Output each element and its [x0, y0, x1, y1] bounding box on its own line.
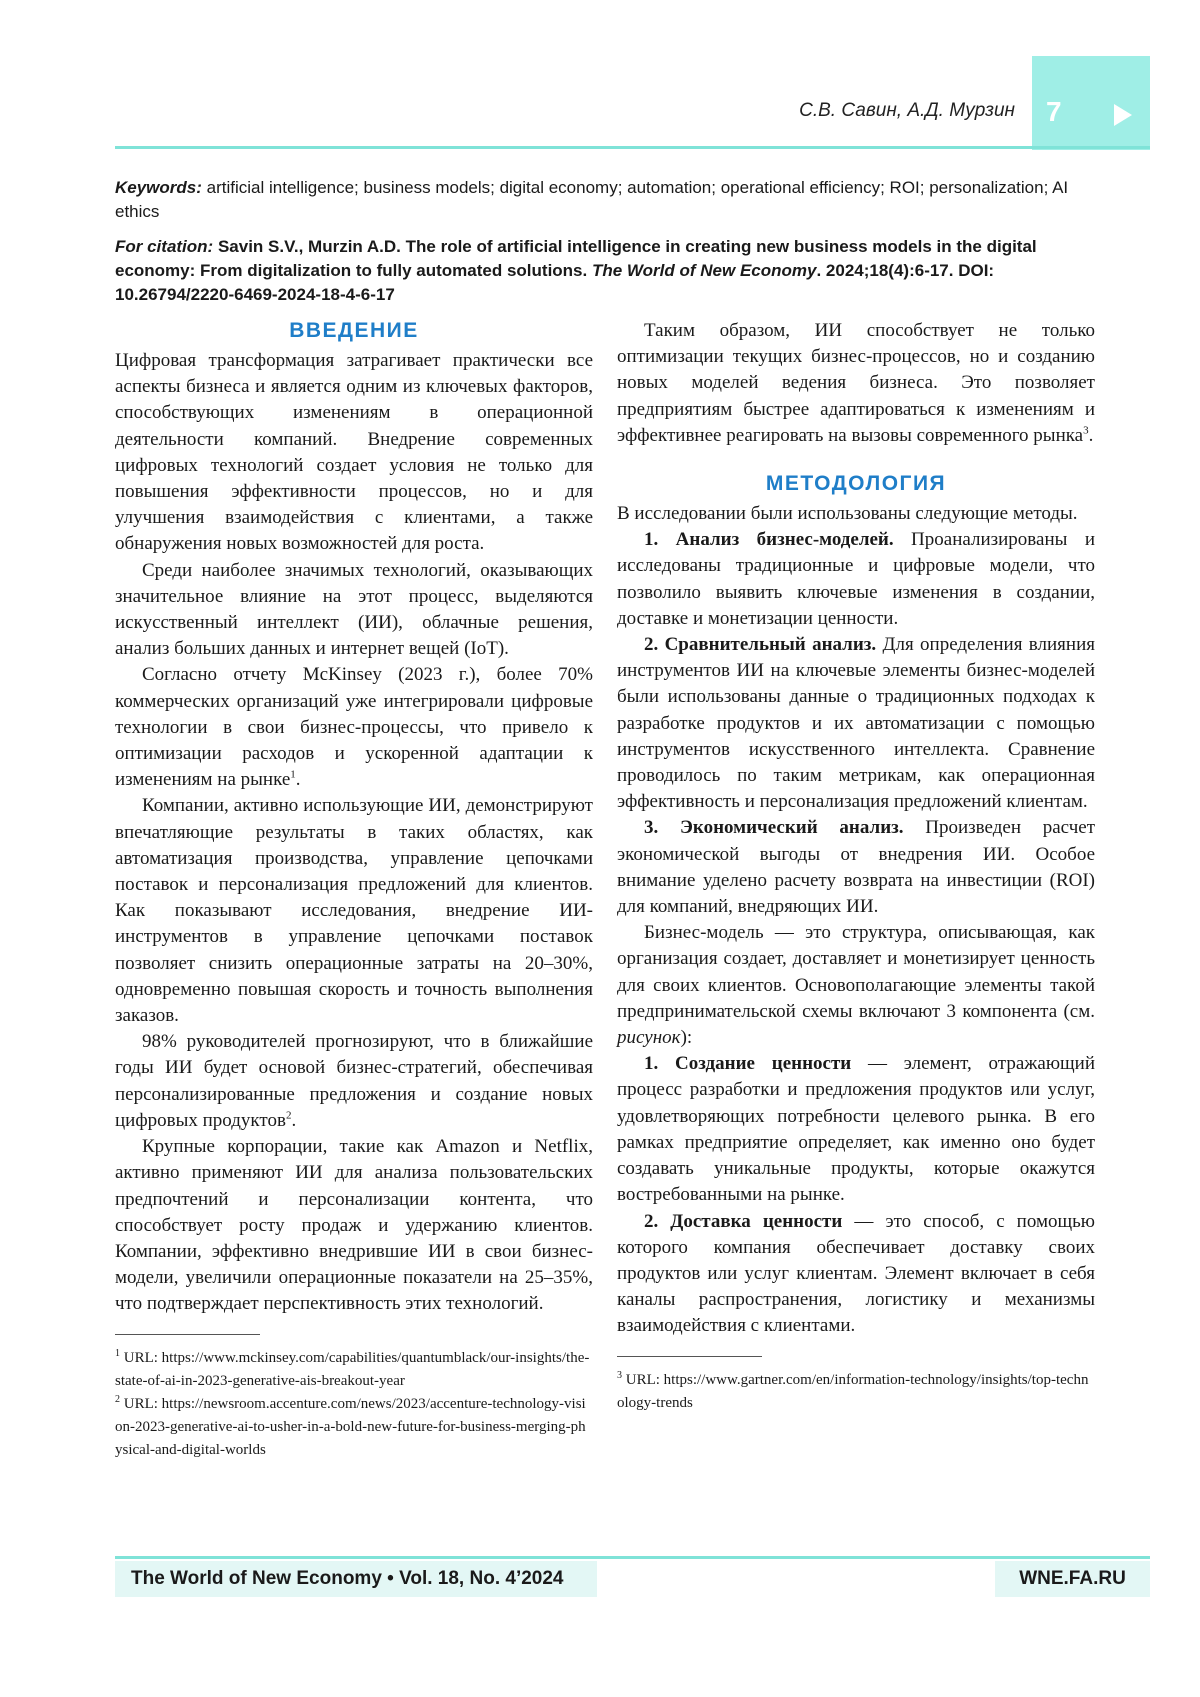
- method-2: 2. Сравнительный анализ. Для определения влияния инструментов ИИ на ключевые элементы бизнес-моделей были использованы данные о традиционных подходах к разработке продуктов и их автоматизации с помощью инструментов искусственного интеллекта. Сравнение проводилось по таким метрикам, как операционная эффективность и персонализация предложений клиентам.: [617, 634, 1095, 813]
- component-1: 1. Создание ценности — элемент, отражающий процесс разработки и предложения продуктов или услуг, удовлетворяющих потребности целевого рынка. В его рамках предприятие определяет, как именно оно будет создавать уникальные продукты, которые окажутся востребованными на рынке.: [617, 1053, 1095, 1206]
- footnote-3: $^3$ URL: https://www.gartner.com/en/information-technology/insights/top-technology-trends: [617, 1369, 1089, 1411]
- section-heading-methodology: МЕТОДОЛОГИЯ: [765, 472, 947, 496]
- footer-journal: The World of New Economy • Vol. 18, No. 4’2024: [115, 1561, 597, 1597]
- footnote-divider: [617, 1356, 762, 1357]
- paragraph: Таким образом, ИИ способствует не только оптимизации текущих бизнес-процессов, но и созданию новых моделей ведения бизнеса. Это позволяет предприятиям быстрее адаптироваться к изменениям и эффективнее реагировать на вызовы современного рынка$^3$.: [617, 320, 1095, 446]
- citation-text: Savin S.V., Murzin A.D. The role of artificial intelligence in creating new business models in the digital economy: From digitalization to fully automated solutions.: [115, 237, 1037, 280]
- play-arrow-icon: [1114, 104, 1132, 126]
- paragraph: Крупные корпорации, такие как Amazon и Netflix, активно применяют ИИ для анализа пользовательских предпочтений и персонализации контента, что способствует росту продаж и удержанию клиентов. Компании, эффективно внедрившие ИИ в свои бизнес-модели, увеличили операционные показатели на 25–35%, что подтверждает перспективность этих технологий.: [115, 1136, 593, 1315]
- right-column: [617, 318, 1095, 1415]
- paragraph: 98% руководителей прогнозируют, что в ближайшие годы ИИ будет основой бизнес-стратегий, обеспечивая персонализированные предложения и создание новых цифровых продуктов$^2$.: [115, 1031, 593, 1131]
- running-header-authors: С.В. Савин, А.Д. Мурзин: [799, 100, 1015, 121]
- paragraph: В исследовании были использованы следующие методы.: [617, 503, 1078, 525]
- method-1: 1. Анализ бизнес-моделей. Проанализированы и исследованы традиционные и цифровые модели, что позволило выявить ключевые изменения в создании, доставке и монетизации ценности.: [617, 529, 1095, 629]
- paragraph: Цифровая трансформация затрагивает практически все аспекты бизнеса и является одним из ключевых факторов, способствующих изменениям в операционной деятельности компаний. Внедрение современных цифровых технологий создает условия не только для повышения эффективности процессов, но и для улучшения взаимодействия с клиентами, а также обнаружения новых возможностей для роста.: [115, 350, 593, 555]
- footnote-link[interactable]: URL: https://www.gartner.com/en/information-technology/insights/top-technology-trends: [617, 1371, 1089, 1411]
- component-2: 2. Доставка ценности — это способ, с помощью которого компания обеспечивает доставку своих продуктов или услуг клиентам. Элемент включает в себя каналы распространения, логистику и механизмы взаимодействия с клиентами.: [617, 1210, 1095, 1337]
- citation-doi: . 2024;18(4):6-17. DOI: 10.26794/2220-6469-2024-18-4-6-17: [115, 261, 995, 304]
- footnote-1: $^1$ URL: https://www.mckinsey.com/capabilities/quantumblack/our-insights/the-state-of-ai-in-2023-generative-ais-breakout-year: [115, 1347, 590, 1389]
- footnote-link[interactable]: URL: https://newsroom.accenture.com/news/2023/accenture-technology-vision-2023-generative-ai-to-usher-in-a-bold-new-future-for-business-merging-physical-and-digital-worlds: [115, 1395, 586, 1458]
- footnote-divider: [115, 1334, 260, 1335]
- footnote-link[interactable]: URL: https://www.mckinsey.com/capabilities/quantumblack/our-insights/the-state-of-ai-in-2023-generative-ais-breakout-year: [115, 1349, 590, 1389]
- paragraph: Среди наиболее значимых технологий, оказывающих значительное влияние на этот процесс, выделяются искусственный интеллект (ИИ), облачные решения, анализ больших данных и интернет вещей (IoT).: [115, 559, 593, 660]
- page-number: 7: [1046, 96, 1062, 127]
- keywords-text: artificial intelligence; business models; digital economy; automation; operational efficiency; ROI; personalization; AI ethics: [115, 178, 1069, 221]
- left-column: [115, 318, 593, 1462]
- footnote-ref[interactable]: 3: [1083, 424, 1089, 437]
- keywords: [115, 176, 1100, 224]
- footer-divider: [115, 1556, 1150, 1559]
- footer-site-link[interactable]: WNE.FA.RU: [995, 1561, 1150, 1597]
- citation: [115, 235, 1100, 307]
- citation-journal: The World of New Economy: [591, 261, 817, 280]
- keywords-label: Keywords:: [115, 178, 202, 197]
- method-3: 3. Экономический анализ. Произведен расчет экономической выгоды от внедрения ИИ. Особое внимание уделено расчету возврата на инвестиции (ROI) для компаний, внедряющих ИИ.: [617, 817, 1095, 918]
- paragraph: Компании, активно использующие ИИ, демонстрируют впечатляющие результаты в таких областях, как автоматизация производства, управление цепочками поставок и персонализация предложений для клиентов. Как показывают исследования, внедрение ИИ-инструментов в управление цепочками поставок позволяет снизить операционные затраты на 20–30%, одновременно повышая скорость и точность выполнения заказов.: [115, 795, 593, 1027]
- paragraph: Согласно отчету McKinsey (2023 г.), более 70% коммерческих организаций уже интегрировали цифровые технологии в свои бизнес-процессы, что привело к оптимизации расходов и ускоренной адаптации к изменениям на рынке$^1$.: [115, 664, 593, 791]
- citation-label: For citation:: [115, 237, 214, 256]
- figure-ref[interactable]: рисунок: [617, 1027, 681, 1049]
- paragraph: Бизнес-модель — это структура, описывающая, как организация создает, доставляет и монетизирует ценность для своих клиентов. Основополагающие элементы такой предпринимательской схемы включают 3 компонента (см. рисунок):: [617, 922, 1095, 1049]
- footnote-2: $^2$ URL: https://newsroom.accenture.com/news/2023/accenture-technology-vision-2023-generative-ai-to-usher-in-a-bold-new-future-for-business-merging-physical-and-digital-worlds: [115, 1393, 586, 1458]
- header-divider: [115, 146, 1150, 149]
- footnote-ref[interactable]: 2: [285, 1109, 292, 1122]
- section-heading-introduction: ВВЕДЕНИЕ: [289, 319, 419, 342]
- footnote-ref[interactable]: 1: [290, 768, 296, 781]
